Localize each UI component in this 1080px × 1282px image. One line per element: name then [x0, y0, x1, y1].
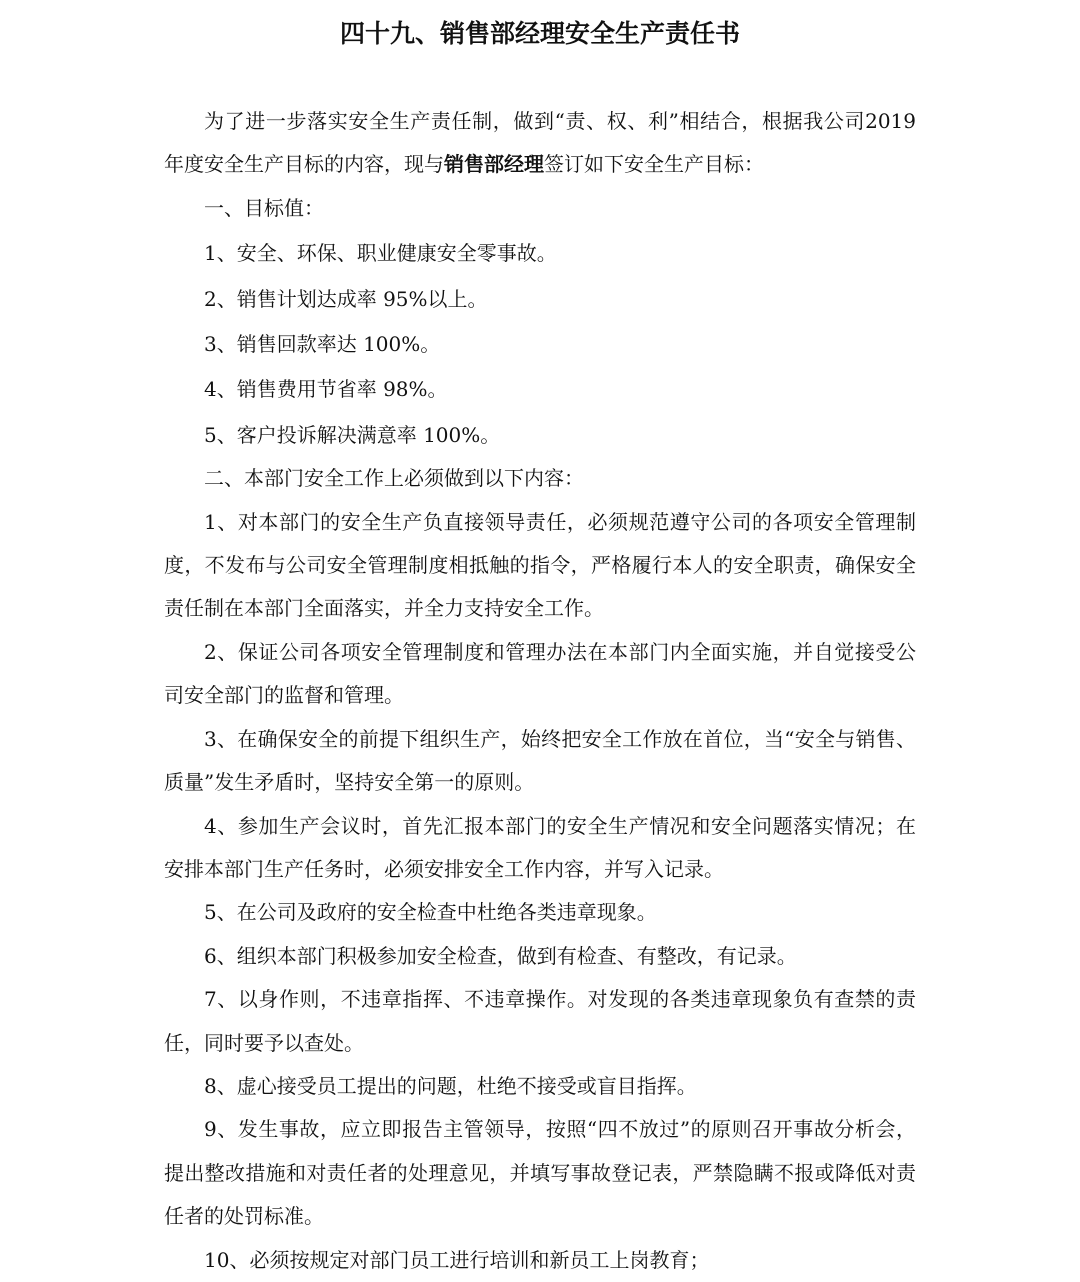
- duty-item: 8、虚心接受员工提出的问题，杜绝不接受或盲目指挥。: [204, 1073, 697, 1098]
- intro-paragraph: [164, 100, 916, 187]
- duty-item: 10、必须按规定对部门员工进行培训和新员工上岗教育；: [204, 1247, 710, 1272]
- intro-text-2: 签订如下安全生产目标：: [544, 152, 764, 177]
- duty-item: 1、对本部门的安全生产负直接领导责任，必须规范遵守公司的各项安全管理制度，不发布与公司安全管理制度相抵触的指令，严格履行本人的安全职责，确保安全责任制在本部门全面落实，并全力支持安全工作。: [164, 509, 916, 621]
- section-heading-targets: 一、目标值：: [204, 195, 324, 220]
- document-body: [164, 100, 916, 1282]
- target-item: 5、客户投诉解决满意率 100%。: [204, 422, 501, 447]
- target-item: 3、销售回款率达 100%。: [204, 332, 441, 357]
- duty-item: 4、参加生产会议时，首先汇报本部门的安全生产情况和安全问题落实情况；在安排本部门生产任务时，必须安排安全工作内容，并写入记录。: [164, 813, 916, 881]
- intro-bold-role: 销售部经理: [444, 152, 544, 177]
- target-item: 4、销售费用节省率 98%。: [204, 377, 448, 402]
- duty-item: 9、发生事故，应立即报告主管领导，按照“四不放过”的原则召开事故分析会，提出整改措施和对责任者的处理意见，并填写事故登记表，严禁隐瞒不报或降低对责任者的处罚标准。: [164, 1117, 916, 1229]
- duty-item: 6、组织本部门积极参加安全检查，做到有检查、有整改，有记录。: [204, 943, 797, 968]
- target-item: 2、销售计划达成率 95%以上。: [204, 286, 488, 311]
- duty-item: 3、在确保安全的前提下组织生产，始终把安全工作放在首位，当“安全与销售、质量”发生矛盾时，坚持安全第一的原则。: [164, 726, 916, 795]
- document-title: 四十九、销售部经理安全生产责任书: [339, 19, 740, 48]
- intro-text-1: 为了进一步落实安全生产责任制，做到“责、权、利”相结合，根据我公司2019 年度安全生产目标的内容，现与: [164, 109, 916, 177]
- duty-item: 7、以身作则，不违章指挥、不违章操作。对发现的各类违章现象负有查禁的责任，同时要予以查处。: [164, 987, 916, 1055]
- section-heading-duties: 二、本部门安全工作上必须做到以下内容：: [204, 466, 584, 491]
- duty-item: 2、保证公司各项安全管理制度和管理办法在本部门内全面实施，并自觉接受公司安全部门的监督和管理。: [164, 639, 916, 708]
- target-item: 1、安全、环保、职业健康安全零事故。: [204, 241, 557, 266]
- duty-item: 5、在公司及政府的安全检查中杜绝各类违章现象。: [204, 900, 657, 925]
